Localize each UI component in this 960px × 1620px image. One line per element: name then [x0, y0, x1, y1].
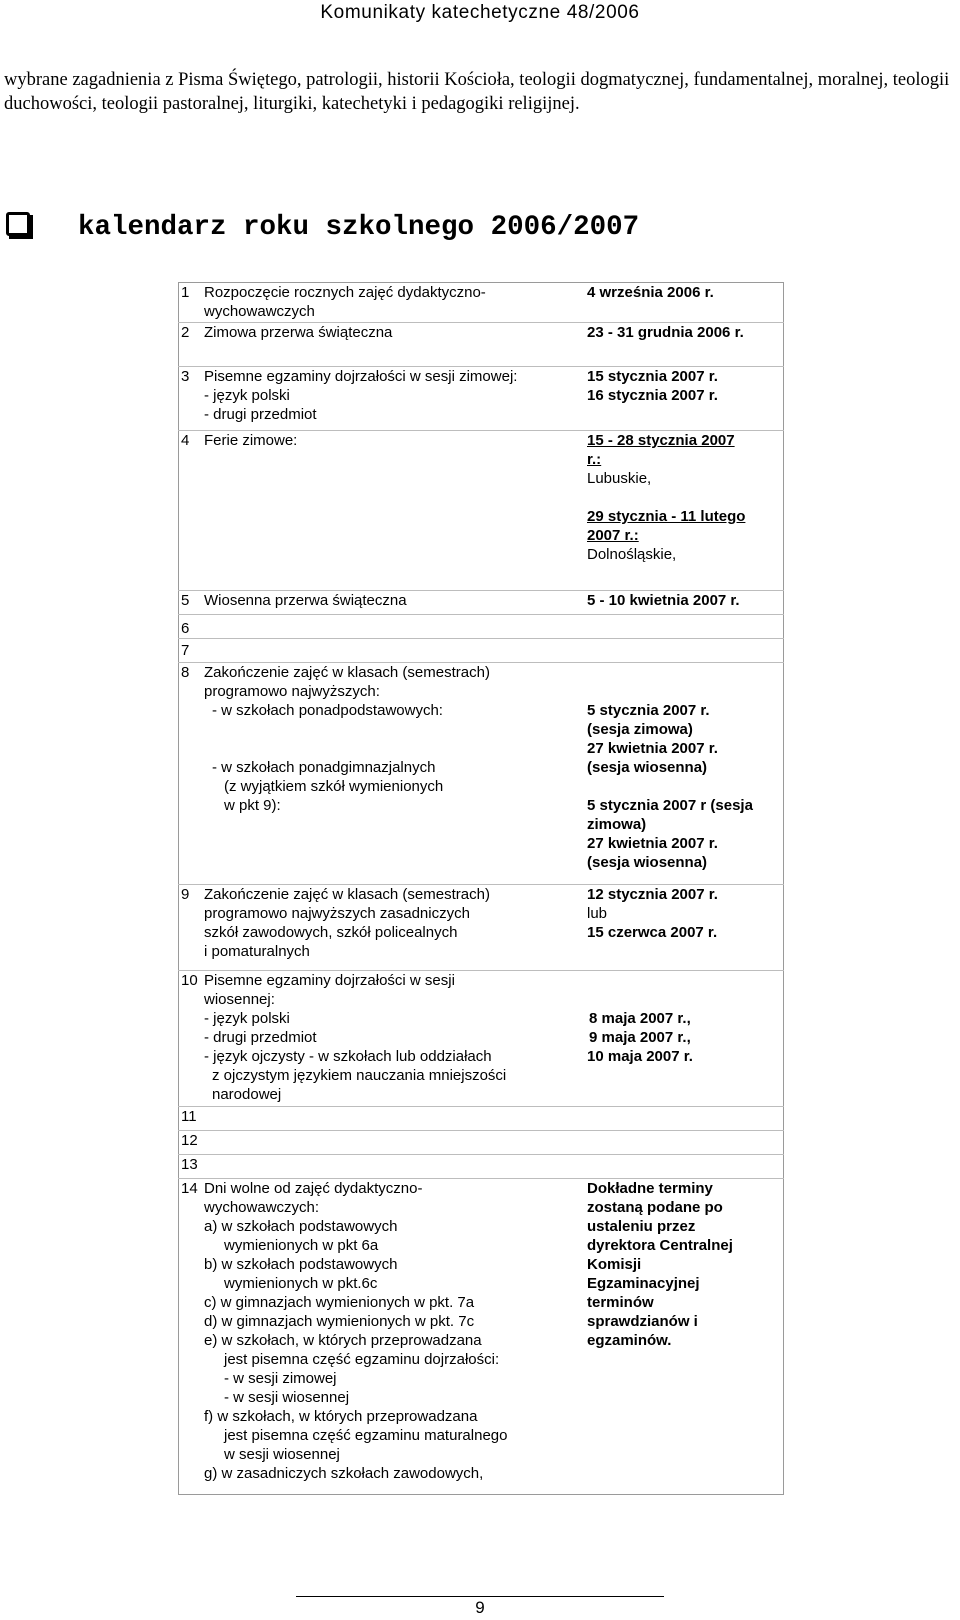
row-date: 5 stycznia 2007 r. (sesja zimowa) 27 kwietnia 2007 r. (sesja wiosenna) 5 stycznia 2007 r (sesja zimowa) 27 kwietnia 2007 r. (sesja wiosenna) [587, 702, 753, 871]
table-row [179, 367, 784, 431]
row-number: 11 [181, 1108, 197, 1125]
row-number: 3 [181, 368, 190, 385]
row-date: 15 - 28 stycznia 2007 r.: Lubuskie, 29 stycznia - 11 lutego 2007 r.: Dolnośląskie, [587, 432, 746, 563]
page-header: Komunikaty katechetyczne 48/2006 [320, 2, 640, 23]
row-date: 15 stycznia 2007 r. 16 stycznia 2007 r. [587, 368, 718, 404]
table-row [179, 283, 784, 323]
row-description: Zakończenie zajęć w klasach (semestrach) programowo najwyższych: - w szkołach ponadpodstawowych: - w szkołach ponadgimnazjalnych (z wyjątkiem szkół wymienionych w pkt 9): [204, 664, 490, 814]
row-description: Rozpoczęcie rocznych zajęć dydaktyczno- wychowawczych [204, 284, 486, 320]
row-description: Pisemne egzaminy dojrzałości w sesji zimowej: - język polski - drugi przedmiot [204, 368, 518, 423]
row-date: 8 maja 2007 r., 9 maja 2007 r., 10 maja 2007 r. [587, 1010, 693, 1065]
row-date: 23 - 31 grudnia 2006 r. [587, 324, 744, 341]
table-row [179, 323, 784, 367]
row-number: 9 [181, 886, 190, 903]
row-number: 5 [181, 592, 190, 609]
row-number: 10 [181, 972, 198, 989]
table-row [179, 431, 784, 591]
table-row [179, 1107, 784, 1131]
row-number: 7 [181, 642, 190, 659]
table-row [179, 1131, 784, 1155]
row-description: Wiosenna przerwa świąteczna [204, 592, 407, 609]
table-row [179, 591, 784, 615]
section-heading [0, 210, 960, 246]
row-description: Ferie zimowe: [204, 432, 298, 449]
row-description: Pisemne egzaminy dojrzałości w sesji wiosennej: - język polski - drugi przedmiot - język ojczysty - w szkołach lub oddziałach z ojczystym językiem nauczania mniejszości narodowej [204, 972, 507, 1103]
table-row [179, 663, 784, 885]
checkbox-icon [6, 212, 30, 236]
row-description: Dni wolne od zajęć dydaktyczno- wychowawczych: a) w szkołach podstawowych wymienionych w pkt 6a b) w szkołach podstawowych wymienionych w pkt.6c c) w gimnazjach wymienionych w pkt. 7a d) w gimnazjach wymienionych w pkt. 7c e) w szkołach, w których przeprowadzana jest pisemna część egzaminu dojrzałości: - w sesji zimowej - w sesji wiosennej f) w szkołach, w których przeprowadzana jest pisemna część egzaminu maturalnego w sesji wiosennej g) w zasadniczych szkołach zawodowych, [204, 1180, 508, 1482]
table-row [179, 885, 784, 971]
row-date: 4 września 2006 r. [587, 284, 714, 301]
table-row [179, 615, 784, 639]
footnote-separator [296, 1596, 664, 1597]
section-title: kalendarz roku szkolnego 2006/2007 [78, 212, 640, 243]
table-row [179, 639, 784, 663]
row-number: 8 [181, 664, 190, 681]
row-date: 12 stycznia 2007 r. lub 15 czerwca 2007 r. [587, 886, 718, 941]
table-row [179, 1155, 784, 1179]
table-row [179, 971, 784, 1107]
row-number: 12 [181, 1132, 198, 1149]
row-description: Zimowa przerwa świąteczna [204, 324, 393, 341]
page-number: 9 [475, 1598, 485, 1617]
row-number: 2 [181, 324, 190, 341]
intro-paragraph: wybrane zagadnienia z Pisma Świętego, patrologii, historii Kościoła, teologii dogmatycznej, fundamentalnej, moralnej, teologii duchowości, teologii pastoralnej, liturgiki, katechetyki i pedagogiki religijnej. [4, 70, 950, 114]
row-number: 1 [181, 284, 190, 301]
calendar-table [178, 282, 784, 1495]
row-date: Dokładne terminy zostaną podane po ustaleniu przez dyrektora Centralnej Komisji Egzaminacyjnej terminów sprawdzianów i egzaminów. [587, 1180, 733, 1349]
table-row [179, 1179, 784, 1495]
row-number: 13 [181, 1156, 198, 1173]
row-number: 4 [181, 432, 190, 449]
row-description: Zakończenie zajęć w klasach (semestrach) programowo najwyższych zasadniczych szkół zawodowych, szkół policealnych i pomaturalnych [204, 886, 490, 960]
row-number: 6 [181, 620, 190, 637]
row-number: 14 [181, 1180, 198, 1197]
row-date: 5 - 10 kwietnia 2007 r. [587, 592, 740, 609]
